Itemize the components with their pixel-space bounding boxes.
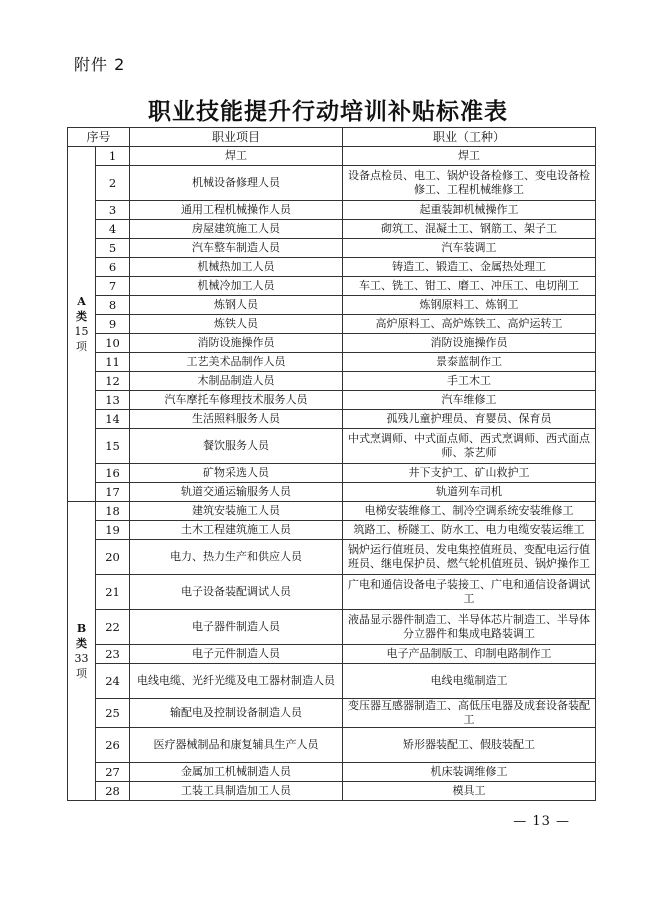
category-cell: [68, 502, 96, 801]
occupation-item: 矿物采选人员: [130, 464, 343, 483]
occupation-item: 木制品制造人员: [130, 372, 343, 391]
occupation-item: 炼铁人员: [130, 315, 343, 334]
category-count: 33: [74, 652, 89, 665]
occupation-item: 消防设施操作员: [130, 334, 343, 353]
category-cell: [68, 147, 96, 502]
occupation-types: 机床装调维修工: [343, 763, 596, 782]
occupation-item: 机械冷加工人员: [130, 277, 343, 296]
table-row: [68, 502, 596, 521]
row-number: 20: [96, 540, 130, 575]
row-number: 26: [96, 728, 130, 763]
occupation-item: 汽车摩托车修理技术服务人员: [130, 391, 343, 410]
row-number: 14: [96, 410, 130, 429]
row-number: 24: [96, 664, 130, 699]
occupation-item: 炼钢人员: [130, 296, 343, 315]
occupation-item: 电子器件制造人员: [130, 610, 343, 645]
row-number: 6: [96, 258, 130, 277]
occupation-types: 矫形器装配工、假肢装配工: [343, 728, 596, 763]
occupation-types: 车工、铣工、钳工、磨工、冲压工、电切削工: [343, 277, 596, 296]
row-number: 16: [96, 464, 130, 483]
table-row: [68, 610, 596, 645]
row-number: 7: [96, 277, 130, 296]
category-count: 15: [74, 325, 89, 338]
header-no: 序号: [68, 128, 130, 147]
occupation-item: 电子元件制造人员: [130, 645, 343, 664]
row-number: 11: [96, 353, 130, 372]
row-number: 2: [96, 166, 130, 201]
occupation-item: 工艺美术品制作人员: [130, 353, 343, 372]
table-row: [68, 201, 596, 220]
table-row: [68, 763, 596, 782]
table-row: [68, 258, 596, 277]
row-number: 25: [96, 699, 130, 728]
table-row: [68, 664, 596, 699]
occupation-types: 消防设施操作员: [343, 334, 596, 353]
table-row: [68, 645, 596, 664]
occupation-item: 输配电及控制设备制造人员: [130, 699, 343, 728]
table-row: [68, 334, 596, 353]
occupation-item: 焊工: [130, 147, 343, 166]
occupation-types: 锅炉运行值班员、发电集控值班员、变配电运行值班员、继电保护员、燃气轮机值班员、锅炉操作工: [343, 540, 596, 575]
row-number: 27: [96, 763, 130, 782]
category-label: [68, 621, 95, 651]
table-row: [68, 540, 596, 575]
occupation-item: 机械设备修理人员: [130, 166, 343, 201]
occupation-types: 变压器互感器制造工、高低压电器及成套设备装配工: [343, 699, 596, 728]
occupation-item: 餐饮服务人员: [130, 429, 343, 464]
category-unit: 项: [76, 667, 87, 680]
annex-label: 附件 2: [74, 55, 126, 74]
occupation-types: 中式烹调师、中式面点师、西式烹调师、西式面点师、茶艺师: [343, 429, 596, 464]
occupation-item: 建筑安装施工人员: [130, 502, 343, 521]
table-row: [68, 391, 596, 410]
table-row: [68, 315, 596, 334]
occupation-types: 电线电缆制造工: [343, 664, 596, 699]
occupation-types: 汽车维修工: [343, 391, 596, 410]
row-number: 1: [96, 147, 130, 166]
row-number: 15: [96, 429, 130, 464]
table-row: [68, 483, 596, 502]
occupation-item: 医疗器械制品和康复辅具生产人员: [130, 728, 343, 763]
row-number: 4: [96, 220, 130, 239]
occupation-types: 设备点检员、电工、锅炉设备检修工、变电设备检修工、工程机械维修工: [343, 166, 596, 201]
occupation-types: 广电和通信设备电子装接工、广电和通信设备调试工: [343, 575, 596, 610]
occupation-item: 机械热加工人员: [130, 258, 343, 277]
table-row: [68, 166, 596, 201]
occupation-item: 汽车整车制造人员: [130, 239, 343, 258]
table-row: [68, 429, 596, 464]
table-row: [68, 782, 596, 801]
occupation-item: 房屋建筑施工人员: [130, 220, 343, 239]
row-number: 17: [96, 483, 130, 502]
page-title: 职业技能提升行动培训补贴标准表: [148, 99, 508, 125]
table-row: [68, 521, 596, 540]
occupation-item: 通用工程机械操作人员: [130, 201, 343, 220]
occupation-item: 金属加工机械制造人员: [130, 763, 343, 782]
occupation-types: 模具工: [343, 782, 596, 801]
occupation-types: 起重装卸机械操作工: [343, 201, 596, 220]
table-row: [68, 410, 596, 429]
occupation-types: 液晶显示器件制造工、半导体芯片制造工、半导体分立器件和集成电路装调工: [343, 610, 596, 645]
occupation-types: 焊工: [343, 147, 596, 166]
table-row: [68, 372, 596, 391]
table-row: [68, 575, 596, 610]
row-number: 23: [96, 645, 130, 664]
occupation-types: 高炉原料工、高炉炼铁工、高炉运转工: [343, 315, 596, 334]
header-occupation: 职业（工种）: [343, 128, 596, 147]
category-letter: B: [76, 622, 87, 635]
header-item: 职业项目: [130, 128, 343, 147]
category-label: [68, 294, 95, 324]
row-number: 5: [96, 239, 130, 258]
table-body: [68, 147, 596, 801]
table-row: [68, 353, 596, 372]
occupation-types: 炼钢原料工、炼钢工: [343, 296, 596, 315]
row-number: 10: [96, 334, 130, 353]
row-number: 22: [96, 610, 130, 645]
category-unit: 项: [76, 340, 87, 353]
table-row: [68, 464, 596, 483]
occupation-types: 孤残儿童护理员、育婴员、保育员: [343, 410, 596, 429]
occupation-types: 井下支护工、矿山救护工: [343, 464, 596, 483]
occupation-item: 电子设备装配调试人员: [130, 575, 343, 610]
row-number: 18: [96, 502, 130, 521]
table-row: [68, 239, 596, 258]
row-number: 19: [96, 521, 130, 540]
category-word: 类: [76, 637, 87, 650]
category-word: 类: [76, 310, 87, 323]
table-row: [68, 147, 596, 166]
occupation-item: 电力、热力生产和供应人员: [130, 540, 343, 575]
occupation-types: 筑路工、桥隧工、防水工、电力电缆安装运维工: [343, 521, 596, 540]
row-number: 3: [96, 201, 130, 220]
occupation-types: 电梯安装维修工、制冷空调系统安装维修工: [343, 502, 596, 521]
table-row: [68, 699, 596, 728]
row-number: 12: [96, 372, 130, 391]
occupation-types: 汽车装调工: [343, 239, 596, 258]
row-number: 9: [96, 315, 130, 334]
occupation-types: 景泰蓝制作工: [343, 353, 596, 372]
occupation-item: 土木工程建筑施工人员: [130, 521, 343, 540]
subsidy-standard-table: [67, 127, 596, 801]
occupation-types: 电子产品制版工、印制电路制作工: [343, 645, 596, 664]
row-number: 28: [96, 782, 130, 801]
occupation-item: 工装工具制造加工人员: [130, 782, 343, 801]
row-number: 21: [96, 575, 130, 610]
occupation-types: 砌筑工、混凝土工、钢筋工、架子工: [343, 220, 596, 239]
table-row: [68, 277, 596, 296]
occupation-item: 电线电缆、光纤光缆及电工器材制造人员: [130, 664, 343, 699]
category-letter: A: [77, 295, 86, 308]
occupation-types: 轨道列车司机: [343, 483, 596, 502]
table-row: [68, 220, 596, 239]
occupation-item: 生活照料服务人员: [130, 410, 343, 429]
occupation-types: 铸造工、锻造工、金属热处理工: [343, 258, 596, 277]
row-number: 8: [96, 296, 130, 315]
table-row: [68, 728, 596, 763]
page-number: — 13 —: [513, 814, 570, 829]
table-row: [68, 296, 596, 315]
table-header-row: [68, 128, 596, 147]
row-number: 13: [96, 391, 130, 410]
occupation-types: 手工木工: [343, 372, 596, 391]
occupation-item: 轨道交通运输服务人员: [130, 483, 343, 502]
